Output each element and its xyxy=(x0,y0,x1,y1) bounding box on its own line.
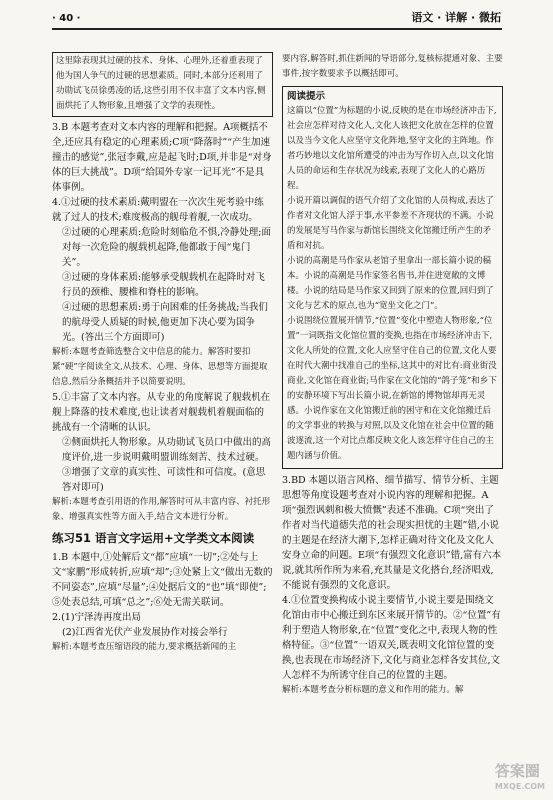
answer-4-analysis: 解析:本题考查筛选整合文中信息的能力。解答时要扣紧“硬”字阅读全文,从技术、心理、身体、思想等方面提取信息,然后分条概括并予以简要说明。 xyxy=(52,347,268,387)
reading-tip-1: 这篇以“位置”为标题的小说,反映的是在市场经济冲击下,社会应怎样对待文化人,文化人该把文化放在怎样的位置以及当今文化人应坚守文化阵地,坚守文化的主阵地。作者巧妙地以文化馆所遭受的冲击为写作切入点,以文化馆人员的命运和生存状况为线索,表现了文化人的心路历程。 xyxy=(287,106,497,191)
reading-tips-box xyxy=(282,86,503,469)
practice51-answer-1: 1.B 本题中,①处解后文“都”应填“一切”;②处与上文“家鹏”形成转折,应填“却”;③处紧上文“做出无数的不同姿态”,应填“尽量”;④处据后文的“也”填“即使”;⑤处表总结,可填“总之”;⑥处无需关联词。 xyxy=(52,552,273,608)
left-column xyxy=(52,52,273,655)
left-boxed-excerpt xyxy=(52,52,273,117)
answer-5-part1: 5.①丰富了文本内容。从专业的角度解说了舰载机在舰上降落的技术难度,也让读者对舰载机着舰面临的挑战有一个清晰的认识。 xyxy=(52,392,271,433)
answer-4-part1: 4.①过硬的技术素质:戴明盟在一次次生死考验中练就了过人的技术;难度极高的舰母着舰,一次成功。 xyxy=(52,197,264,223)
practice51-answer-3: 3.BD 本题以语言风格、细节描写、情节分析、主题思想等角度设题考查对小说内容的理解和把握。A项“强烈讽刺和极大愤慨”表述不准确。C项“突出了作者对当代道德失范的社会现实担忧的主题”错,小说的主题是在经济大潮下,怎样正确对待文化及文化人安身立命的问题。E项“有强烈文化意识”错,富有六本说,就其所作所为来看,充其量是文化搭台,经济唱戏,不能说有强烈的文化意识。 xyxy=(282,475,502,591)
answer-5-part2: ②侧面烘托人物形象。从功勋试飞员口中做出的高度评价,进一步说明戴明盟训练刻苦、技术过硬。 xyxy=(62,437,272,463)
reading-tip-3: 小说的高潮是马作家从老馆子里拿出一部长篇小说的稿本。小说的高潮是马作家签名售书,并住进宽敞的文博楼。小说的结局是马作家又回到了原来的位置,回归到了文化与艺术的原点,也为“宽坐文化之门”。 xyxy=(287,256,494,311)
page-number: · 40 · xyxy=(52,13,81,24)
reading-tip-2: 小说开篇以调侃的语气介绍了文化馆的人员构成,表达了作者对文化馆人浮于事,水平参差不齐现状的不满。小说的发展是写马作家与新馆长围绕文化馆搬迁所产生的矛盾和对抗。 xyxy=(287,196,494,251)
practice51-answer-4: 4.①位置变换构成小说主要情节,小说主要是围绕文化馆由市中心搬迁到东区来展开情节的。②“位置”有利于塑造人物形象,在“位置”变化之中,表现人物的性格特征。③“位置”一语双关,既表明文化馆位置的变换,也表现在市场经济下,文化与商业怎样各安其位,文人怎样不为所诱守住自己的位置的主题。 xyxy=(282,595,501,681)
boxed-text: 这里除表现其过硬的技术、身体、心理外,还着重表现了他为国人争气的过硬的思想素质。同时,本部分还利用了功勋试飞员徐勇凌的话,这些引用不仅丰富了文本内容,侧面烘托了人物形象,且增强了文学的表现性。 xyxy=(56,56,266,111)
answer-4-part3: ③过硬的身体素质:能够承受舰载机在起降时对飞行员的颈椎、腰椎和脊柱的影响。 xyxy=(62,272,265,298)
reading-tips-heading: 阅读提示 xyxy=(287,91,326,102)
answer-4-part4: ④过硬的思想素质:勇于向困难的任务挑战;当我们的航母受人质疑的时候,他更加下决心要为国争光。(答出三个方面即可) xyxy=(62,302,268,343)
answer-3: 3.B 本题考查对文本内容的理解和把握。A项概括不全,还应具有稳定的心理素质;C项“降落时”“产生加速撞击的感觉”,张冠李戴,应是起飞时;D项,并非是“对身体的巨大挑战”。D项“给国外专家一记耳光”不是具体事例。 xyxy=(52,122,272,193)
practice51-answer-2b: (2)江西省光伏产业发展协作对接会举行 xyxy=(62,627,228,638)
answer-5-part3: ③增强了文章的真实性、可读性和可信度。(意思答对即可) xyxy=(62,467,266,493)
watermark-sub: MXQE.COM xyxy=(494,782,545,791)
watermark-main: 答案圈 xyxy=(494,762,540,780)
practice51-answer-4-analysis: 解析:本题考查分析标题的意义和作用的能力。解 xyxy=(282,685,464,695)
answer-5-analysis: 解析:本题考查引用语的作用,解答时可从丰富内容、衬托形象、增强真实性等方面入手,结合文本进行分析。 xyxy=(52,497,271,522)
practice51-answer-2-analysis: 解析:本题考查压缩语段的能力,要求概括新闻的主 xyxy=(52,642,237,652)
page-header xyxy=(0,0,553,30)
answer-4-part2: ②过硬的心理素质:危险时刻临危不惧,冷静处理;面对每一次危险的舰载机起降,他都敢于闯“鬼门关”。 xyxy=(62,227,271,268)
section-title: 练习51 语言文字运用+文学类文本阅读 xyxy=(52,531,255,545)
right-column xyxy=(282,52,503,698)
practice51-answer-2a: 2.(1)宁泽涛再度出局 xyxy=(52,612,142,623)
header-rule xyxy=(52,28,502,30)
continued-analysis: 要内容,解答时,抓住新闻的导语部分,复核标提通对象、主要事件,按字数要求予以概括即可。 xyxy=(282,54,503,79)
reading-tip-4: 小说围绕位置展开情节,“位置”变化中塑造人物形象,“位置”一词既指文化馆位置的变换,也指在市场经济冲击下,文化人所处的位置,文化人应坚守住自己的位置,文化人要在时代大潮中找准自己的坐标,这其中的对比有:商业街没商业,文化馆在商业街;马作家在文化馆的“鸽子笼”和乡下的安静环境下写出长篇小说,在新馆的博物馆却再无灵感。小说作家在文化馆搬迁前的困守和在文化馆搬迁后的文学事业的转换与对照,以及文化馆在社会中位置的随波逐流,这一个对比点都反映文化人该怎样守住自己的主题内涵与价值。 xyxy=(287,316,497,461)
book-title: 语文 · 详解 · 微拓 xyxy=(411,11,501,24)
watermark-logo xyxy=(495,764,545,794)
